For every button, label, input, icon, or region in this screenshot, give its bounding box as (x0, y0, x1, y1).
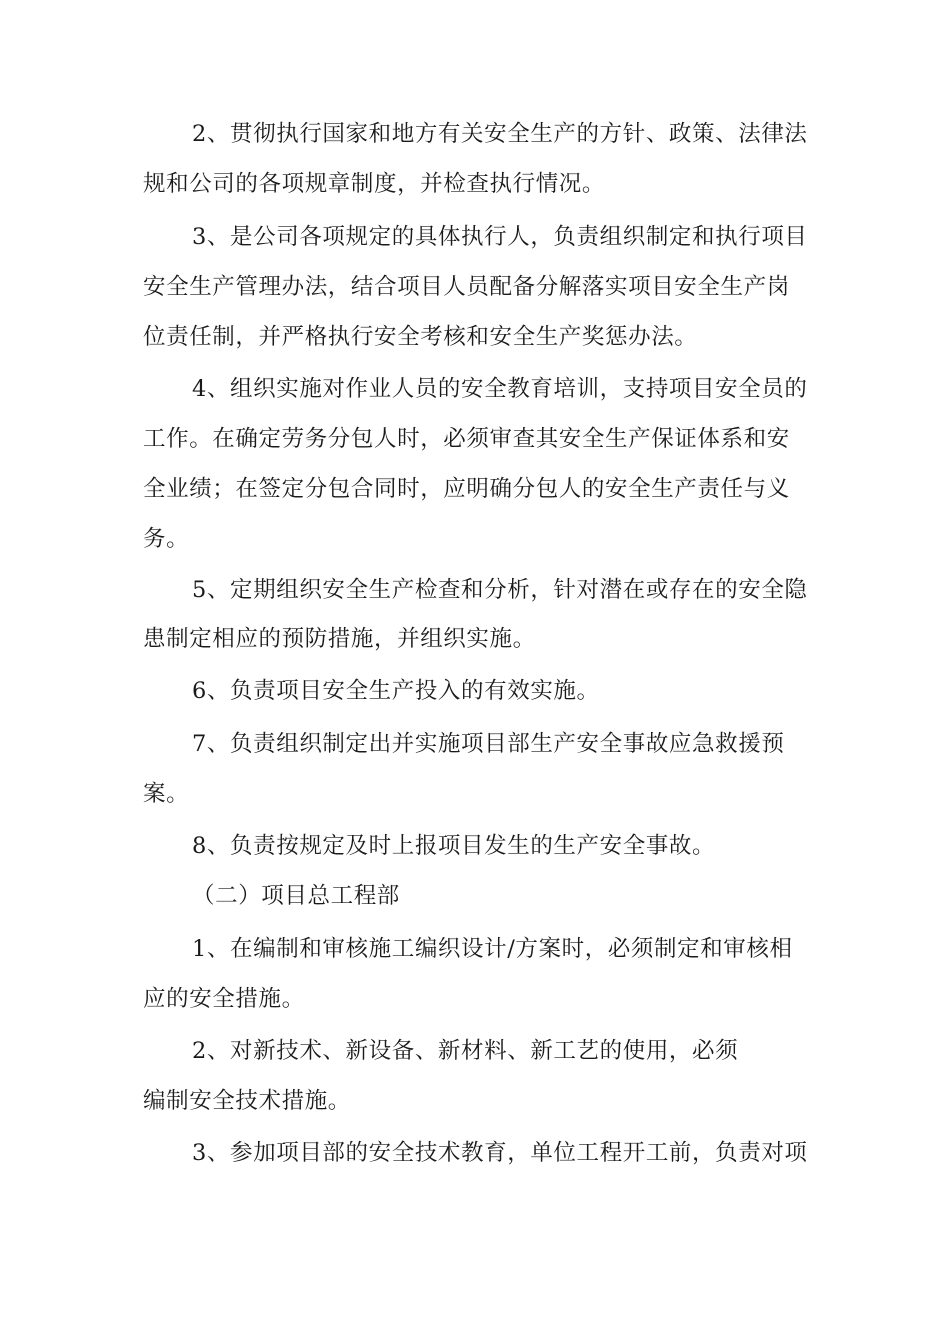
text-line: 3、是公司各项规定的具体执行人，负责组织制定和执行项目 (192, 224, 808, 250)
text-line: 应的安全措施。 (143, 986, 305, 1012)
text-line: 全业绩；在签定分包合同时，应明确分包人的安全生产责任与义 (143, 476, 790, 502)
text-line: 3、参加项目部的安全技术教育，单位工程开工前，负责对项 (192, 1140, 808, 1166)
text-line: 务。 (143, 526, 190, 552)
text-line: 2、贯彻执行国家和地方有关安全生产的方针、政策、法律法 (192, 121, 808, 147)
text-line: 6、负责项目安全生产投入的有效实施。 (192, 678, 600, 704)
text-line: 案。 (143, 781, 190, 807)
text-line: 1、在编制和审核施工编织设计/方案时，必须制定和审核相 (192, 936, 793, 962)
text-line: 编制安全技术措施。 (143, 1088, 351, 1114)
text-line: 规和公司的各项规章制度，并检查执行情况。 (143, 171, 606, 197)
text-line: 患制定相应的预防措施，并组织实施。 (143, 626, 536, 652)
text-line: 4、组织实施对作业人员的安全教育培训，支持项目安全员的 (192, 376, 808, 402)
text-line: 7、负责组织制定出并实施项目部生产安全事故应急救援预 (192, 731, 785, 757)
text-line: 5、定期组织安全生产检查和分析，针对潜在或存在的安全隐 (192, 577, 808, 603)
text-line: 工作。在确定劳务分包人时，必须审查其安全生产保证体系和安 (143, 426, 790, 452)
text-line: 安全生产管理办法，结合项目人员配备分解落实项目安全生产岗 (143, 274, 790, 300)
text-line: 8、负责按规定及时上报项目发生的生产安全事故。 (192, 833, 716, 859)
text-line: 2、对新技术、新设备、新材料、新工艺的使用，必须 (192, 1038, 739, 1064)
text-line: 位责任制，并严格执行安全考核和安全生产奖惩办法。 (143, 324, 698, 350)
section-heading: （二）项目总工程部 (192, 883, 400, 909)
